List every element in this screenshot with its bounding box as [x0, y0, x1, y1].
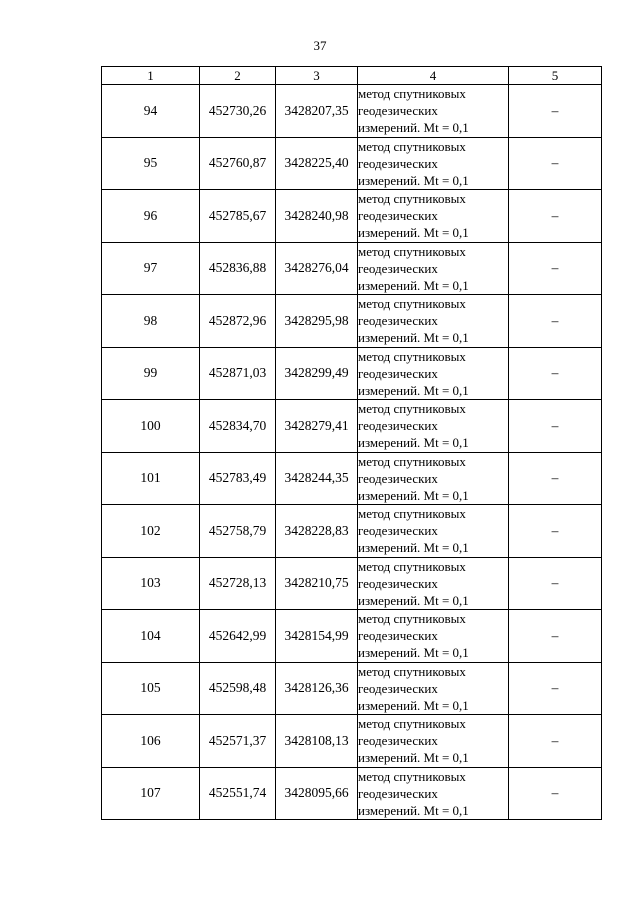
table-row [102, 715, 602, 768]
header-col-1: 1 [102, 67, 200, 85]
method-line: измерений. Mt = 0,1 [358, 435, 469, 451]
note-cell: – [509, 505, 602, 558]
note-cell: – [509, 767, 602, 820]
x-coordinate-cell: 452836,88 [200, 242, 276, 295]
note-cell: – [509, 557, 602, 610]
method-line: метод спутниковых [358, 243, 466, 259]
method-line: геодезических [358, 418, 438, 434]
method-cell [358, 85, 509, 138]
method-cell [358, 242, 509, 295]
method-line: метод спутниковых [358, 138, 466, 154]
method-line: измерений. Mt = 0,1 [358, 750, 469, 766]
table-row [102, 295, 602, 348]
header-col-4: 4 [358, 67, 509, 85]
table-row [102, 85, 602, 138]
method-line: геодезических [358, 628, 438, 644]
note-cell: – [509, 452, 602, 505]
note-cell: – [509, 85, 602, 138]
method-line: геодезических [358, 785, 438, 801]
method-line: метод спутниковых [358, 611, 466, 627]
y-coordinate-cell: 3428225,40 [276, 137, 358, 190]
y-coordinate-cell: 3428126,36 [276, 662, 358, 715]
coordinates-table [101, 66, 602, 820]
method-line: измерений. Mt = 0,1 [358, 592, 469, 608]
table-row [102, 505, 602, 558]
y-coordinate-cell: 3428207,35 [276, 85, 358, 138]
table-row [102, 400, 602, 453]
method-line: метод спутниковых [358, 558, 466, 574]
point-number-cell: 97 [102, 242, 200, 295]
method-line: метод спутниковых [358, 86, 466, 102]
method-line: геодезических [358, 733, 438, 749]
method-line: геодезических [358, 208, 438, 224]
method-cell [358, 137, 509, 190]
x-coordinate-cell: 452834,70 [200, 400, 276, 453]
note-cell: – [509, 400, 602, 453]
method-line: геодезических [358, 103, 438, 119]
x-coordinate-cell: 452571,37 [200, 715, 276, 768]
x-coordinate-cell: 452728,13 [200, 557, 276, 610]
method-cell [358, 452, 509, 505]
method-line: метод спутниковых [358, 768, 466, 784]
x-coordinate-cell: 452642,99 [200, 610, 276, 663]
method-cell [358, 767, 509, 820]
method-line: метод спутниковых [358, 663, 466, 679]
note-cell: – [509, 137, 602, 190]
table-header-row [102, 67, 602, 85]
method-cell [358, 347, 509, 400]
table-row [102, 347, 602, 400]
method-line: геодезических [358, 260, 438, 276]
header-col-5: 5 [509, 67, 602, 85]
method-line: измерений. Mt = 0,1 [358, 225, 469, 241]
x-coordinate-cell: 452785,67 [200, 190, 276, 243]
point-number-cell: 106 [102, 715, 200, 768]
page-number: 37 [313, 38, 327, 53]
y-coordinate-cell: 3428276,04 [276, 242, 358, 295]
y-coordinate-cell: 3428240,98 [276, 190, 358, 243]
table-row [102, 452, 602, 505]
point-number-cell: 104 [102, 610, 200, 663]
point-number-cell: 94 [102, 85, 200, 138]
method-cell [358, 505, 509, 558]
method-line: измерений. Mt = 0,1 [358, 487, 469, 503]
y-coordinate-cell: 3428108,13 [276, 715, 358, 768]
method-line: геодезических [358, 575, 438, 591]
method-line: измерений. Mt = 0,1 [358, 645, 469, 661]
method-cell [358, 662, 509, 715]
x-coordinate-cell: 452871,03 [200, 347, 276, 400]
point-number-cell: 107 [102, 767, 200, 820]
x-coordinate-cell: 452783,49 [200, 452, 276, 505]
method-line: геодезических [358, 470, 438, 486]
point-number-cell: 100 [102, 400, 200, 453]
method-line: метод спутниковых [358, 348, 466, 364]
point-number-cell: 98 [102, 295, 200, 348]
method-line: измерений. Mt = 0,1 [358, 277, 469, 293]
method-cell [358, 557, 509, 610]
method-line: геодезических [358, 155, 438, 171]
table-row [102, 767, 602, 820]
method-line: геодезических [358, 313, 438, 329]
x-coordinate-cell: 452758,79 [200, 505, 276, 558]
method-line: метод спутниковых [358, 506, 466, 522]
table-row [102, 242, 602, 295]
table-row [102, 137, 602, 190]
note-cell: – [509, 242, 602, 295]
method-line: метод спутниковых [358, 401, 466, 417]
method-line: измерений. Mt = 0,1 [358, 697, 469, 713]
y-coordinate-cell: 3428244,35 [276, 452, 358, 505]
method-cell [358, 610, 509, 663]
method-line: геодезических [358, 365, 438, 381]
y-coordinate-cell: 3428295,98 [276, 295, 358, 348]
table-row [102, 557, 602, 610]
x-coordinate-cell: 452730,26 [200, 85, 276, 138]
y-coordinate-cell: 3428154,99 [276, 610, 358, 663]
point-number-cell: 99 [102, 347, 200, 400]
x-coordinate-cell: 452598,48 [200, 662, 276, 715]
point-number-cell: 102 [102, 505, 200, 558]
note-cell: – [509, 347, 602, 400]
table-row [102, 662, 602, 715]
point-number-cell: 103 [102, 557, 200, 610]
header-col-2: 2 [200, 67, 276, 85]
note-cell: – [509, 715, 602, 768]
method-line: геодезических [358, 523, 438, 539]
y-coordinate-cell: 3428299,49 [276, 347, 358, 400]
table-body [102, 85, 602, 820]
method-line: метод спутниковых [358, 191, 466, 207]
method-cell [358, 400, 509, 453]
table-row [102, 190, 602, 243]
point-number-cell: 96 [102, 190, 200, 243]
note-cell: – [509, 295, 602, 348]
note-cell: – [509, 610, 602, 663]
note-cell: – [509, 190, 602, 243]
method-line: геодезических [358, 680, 438, 696]
x-coordinate-cell: 452551,74 [200, 767, 276, 820]
y-coordinate-cell: 3428210,75 [276, 557, 358, 610]
note-cell: – [509, 662, 602, 715]
method-line: измерений. Mt = 0,1 [358, 540, 469, 556]
method-line: измерений. Mt = 0,1 [358, 120, 469, 136]
method-line: измерений. Mt = 0,1 [358, 802, 469, 818]
method-line: метод спутниковых [358, 296, 466, 312]
x-coordinate-cell: 452760,87 [200, 137, 276, 190]
point-number-cell: 95 [102, 137, 200, 190]
method-line: метод спутниковых [358, 453, 466, 469]
header-col-3: 3 [276, 67, 358, 85]
table-row [102, 610, 602, 663]
y-coordinate-cell: 3428228,83 [276, 505, 358, 558]
method-cell [358, 190, 509, 243]
x-coordinate-cell: 452872,96 [200, 295, 276, 348]
point-number-cell: 105 [102, 662, 200, 715]
y-coordinate-cell: 3428279,41 [276, 400, 358, 453]
method-cell [358, 715, 509, 768]
y-coordinate-cell: 3428095,66 [276, 767, 358, 820]
method-line: измерений. Mt = 0,1 [358, 172, 469, 188]
method-line: измерений. Mt = 0,1 [358, 330, 469, 346]
method-line: метод спутниковых [358, 716, 466, 732]
method-cell [358, 295, 509, 348]
method-line: измерений. Mt = 0,1 [358, 382, 469, 398]
point-number-cell: 101 [102, 452, 200, 505]
